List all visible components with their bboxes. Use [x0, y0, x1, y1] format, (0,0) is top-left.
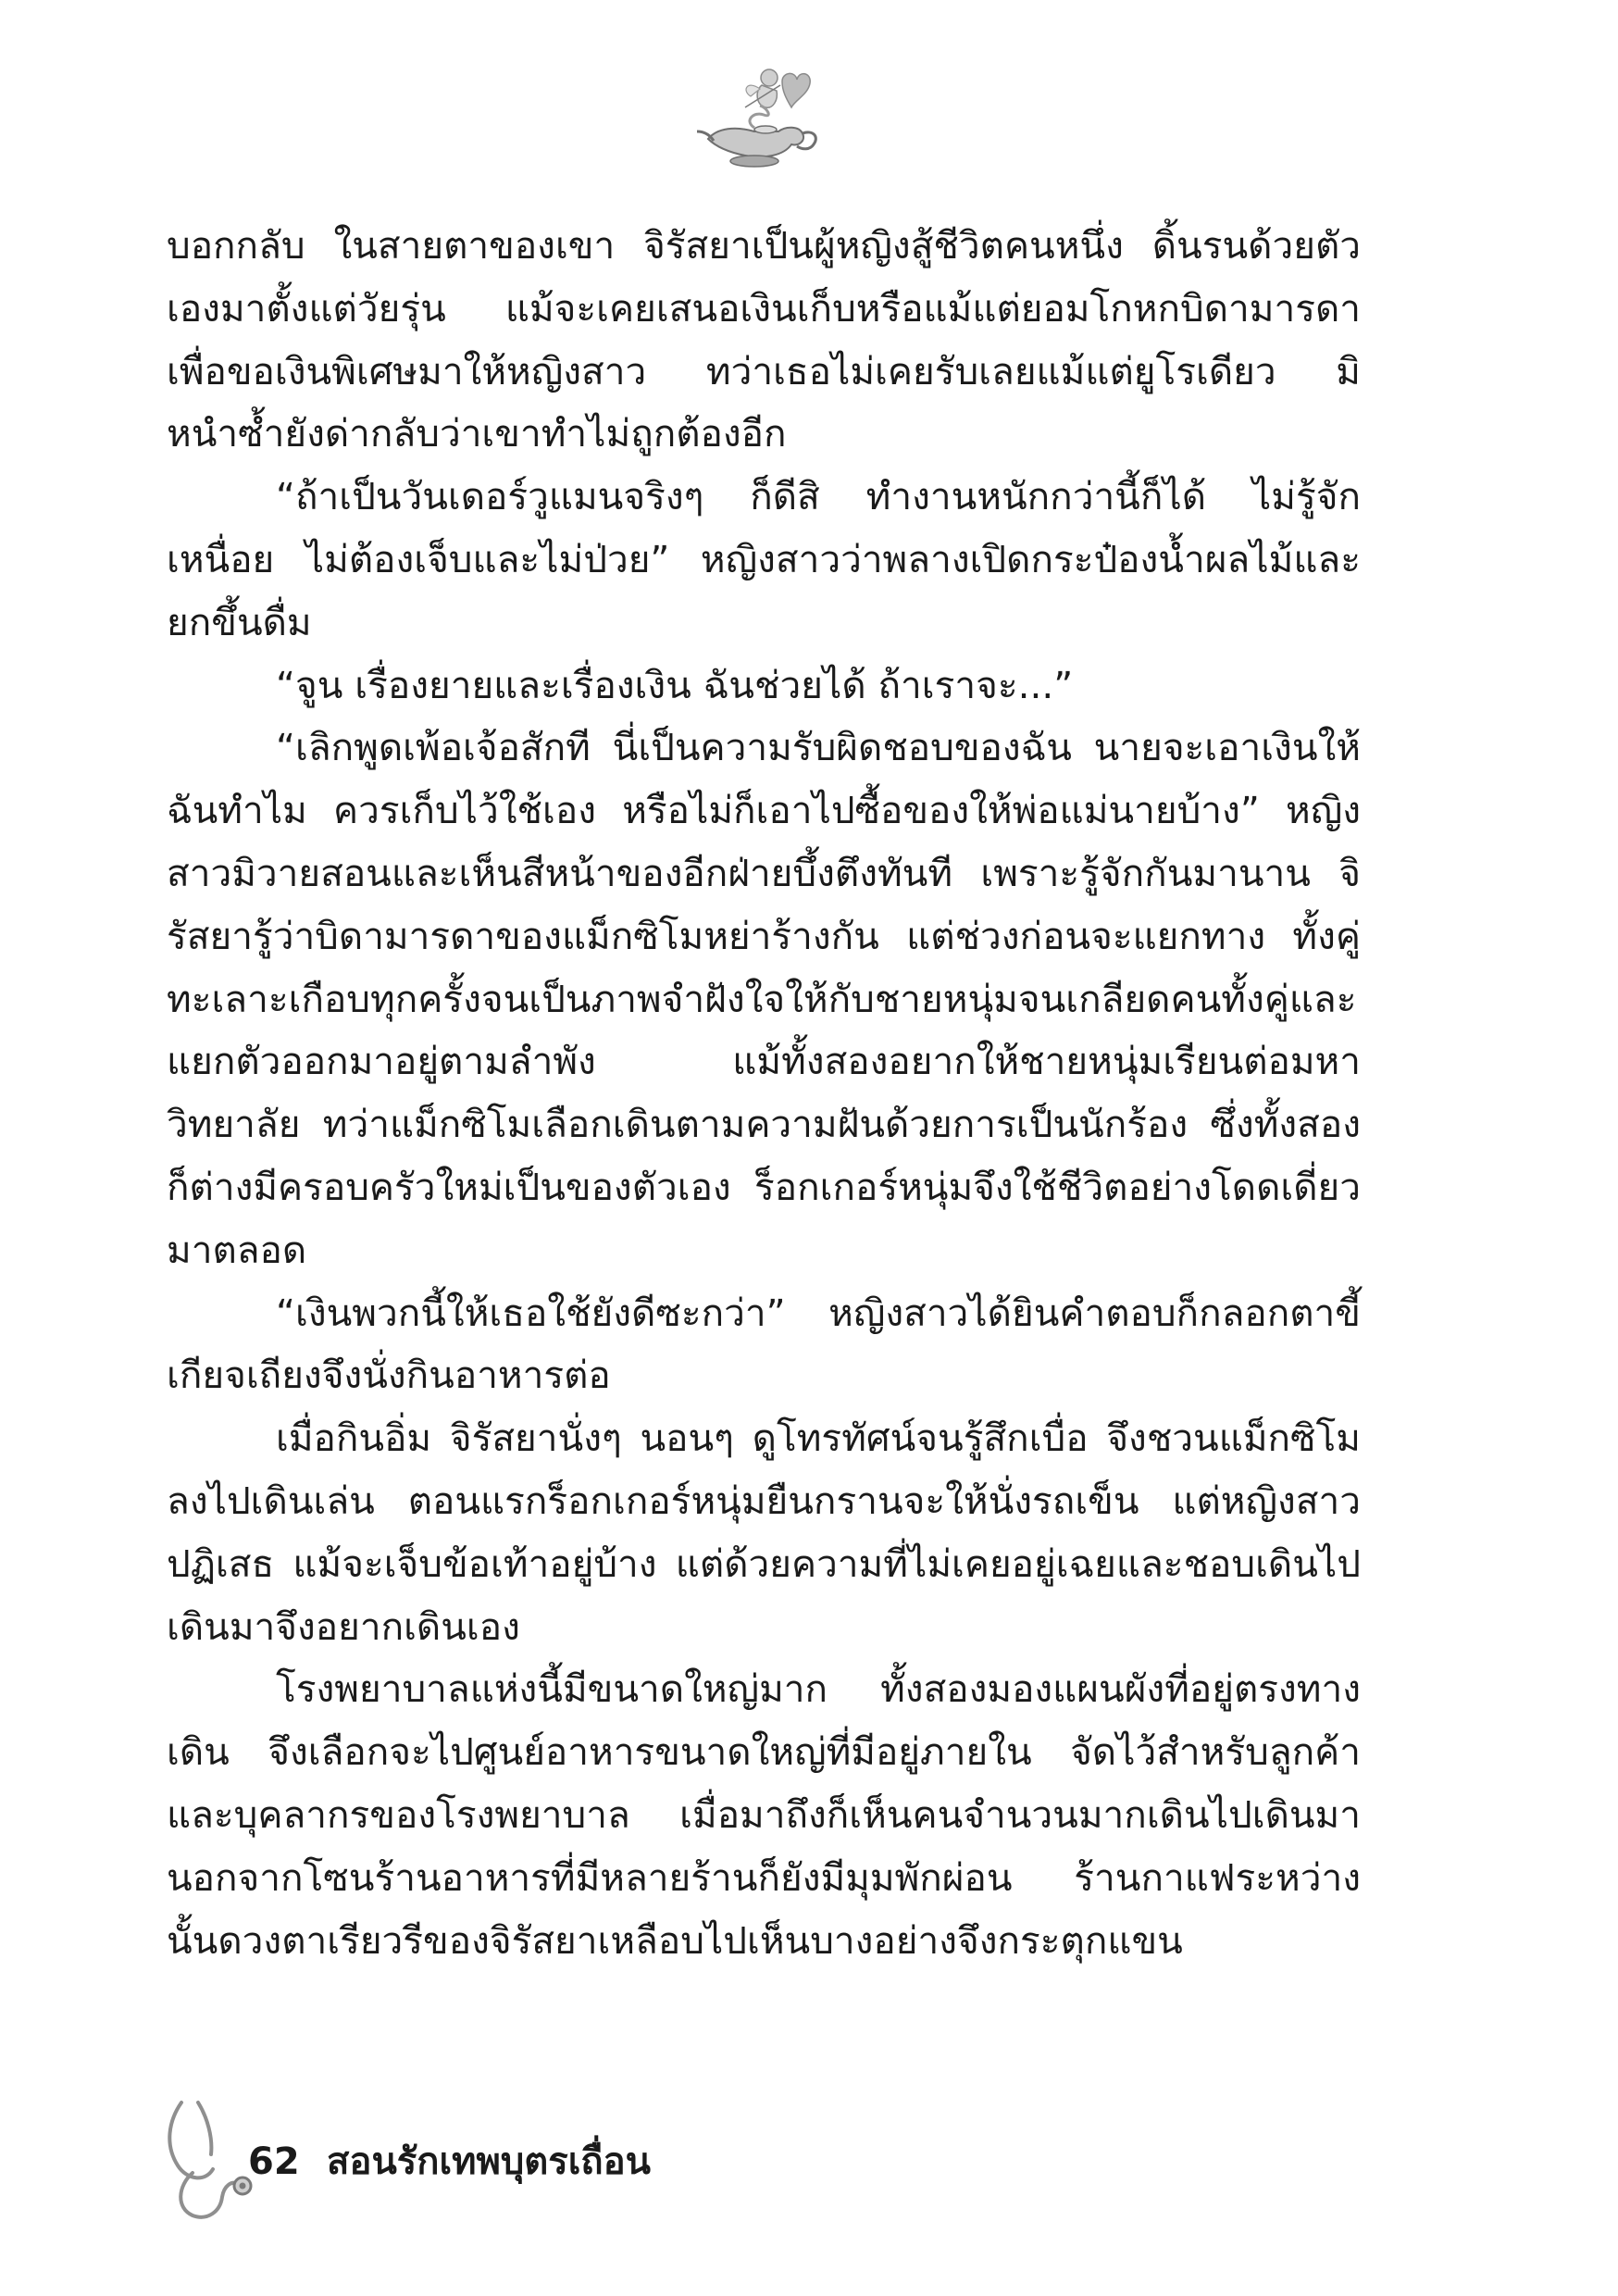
paragraph: เมื่อกินอิ่ม จิรัสยานั่งๆ นอนๆ ดูโทรทัศน์จนรู้สึกเบื่อ จึงชวนแม็กซิโมลงไปเดินเล่น ตอนแรกร็อกเกอร์หนุ่มยืนกรานจะให้นั่งรถเข็น แต่หญิงสาวปฏิเสธ แม้จะเจ็บข้อเท้าอยู่บ้าง แต่ด้วยความที่ไม่เคยอยู่เฉยและชอบเดินไปเดินมาจึงอยากเดินเอง	[167, 1416, 1361, 1649]
book-title: สอนรักเทพบุตรเถื่อน	[327, 2140, 651, 2183]
page-number: 62	[248, 2140, 300, 2183]
page-footer	[156, 2097, 989, 2227]
paragraph: “เลิกพูดเพ้อเจ้อสักที นี่เป็นความรับผิดชอบของฉัน นายจะเอาเงินให้ฉันทำไม ควรเก็บไว้ใช้เอง หรือไม่ก็เอาไปซื้อของให้พ่อแม่นายบ้าง” หญิงสาวมิวายสอนและเห็นสีหน้าของอีกฝ่ายบึ้งตึงทันที เพราะรู้จักกันมานาน จิรัสยารู้ว่าบิดามารดาของแม็กซิโมหย่าร้างกัน แต่ช่วงก่อนจะแยกทาง ทั้งคู่ทะเลาะเกือบทุกครั้งจนเป็นภาพจำฝังใจให้กับชายหนุ่มจนเกลียดคนทั้งคู่และแยกตัวออกมาอยู่ตามลำพัง แม้ทั้งสองอยากให้ชายหนุ่มเรียนต่อมหาวิทยาลัย ทว่าแม็กซิโมเลือกเดินตามความฝันด้วยการเป็นนักร้อง ซึ่งทั้งสองก็ต่างมีครอบครัวใหม่เป็นของตัวเอง ร็อกเกอร์หนุ่มจึงใช้ชีวิตอย่างโดดเดี่ยวมาตลอด	[167, 725, 1361, 1272]
paragraph: บอกกลับ ในสายตาของเขา จิรัสยาเป็นผู้หญิงสู้ชีวิตคนหนึ่ง ดิ้นรนด้วยตัวเองมาตั้งแต่วัยรุ่น แม้จะเคยเสนอเงินเก็บหรือแม้แต่ยอมโกหกบิดามารดา เพื่อขอเงินพิเศษมาให้หญิงสาว ทว่าเธอไม่เคยรับเลยแม้แต่ยูโรเดียว มิหนำซ้ำยังด่ากลับว่าเขาทำไม่ถูกต้องอีก	[167, 223, 1361, 456]
paragraph: “เงินพวกนี้ให้เธอใช้ยังดีซะกว่า” หญิงสาวได้ยินคำตอบก็กลอกตาขี้เกียจเถียงจึงนั่งกินอาหารต่อ	[167, 1290, 1361, 1398]
paragraph: “ถ้าเป็นวันเดอร์วูแมนจริงๆ ก็ดีสิ ทำงานหนักกว่านี้ก็ได้ ไม่รู้จักเหนื่อย ไม่ต้องเจ็บและไม่ป่วย” หญิงสาวว่าพลางเปิดกระป๋องน้ำผลไม้และยกขึ้นดื่ม	[167, 474, 1361, 644]
paragraph: โรงพยาบาลแห่งนี้มีขนาดใหญ่มาก ทั้งสองมองแผนผังที่อยู่ตรงทางเดิน จึงเลือกจะไปศูนย์อาหารขนาดใหญ่ที่มีอยู่ภายใน จัดไว้สำหรับลูกค้าและบุคลากรของโรงพยาบาล เมื่อมาถึงก็เห็นคนจำนวนมากเดินไปเดินมา นอกจากโซนร้านอาหารที่มีหลายร้านก็ยังมีมุมพักผ่อน ร้านกาแฟระหว่างนั้นดวงตาเรียวรีของจิรัสยาเหลือบไปเห็นบางอย่างจึงกระตุกแขน	[167, 1666, 1361, 1963]
chapter-body	[167, 215, 1361, 1972]
paragraph: “จูน เรื่องยายและเรื่องเงิน ฉันช่วยได้ ถ้าเราจะ...”	[276, 662, 1074, 707]
genie-lamp-with-cupid-icon	[690, 54, 828, 174]
stethoscope-icon	[156, 2097, 257, 2227]
